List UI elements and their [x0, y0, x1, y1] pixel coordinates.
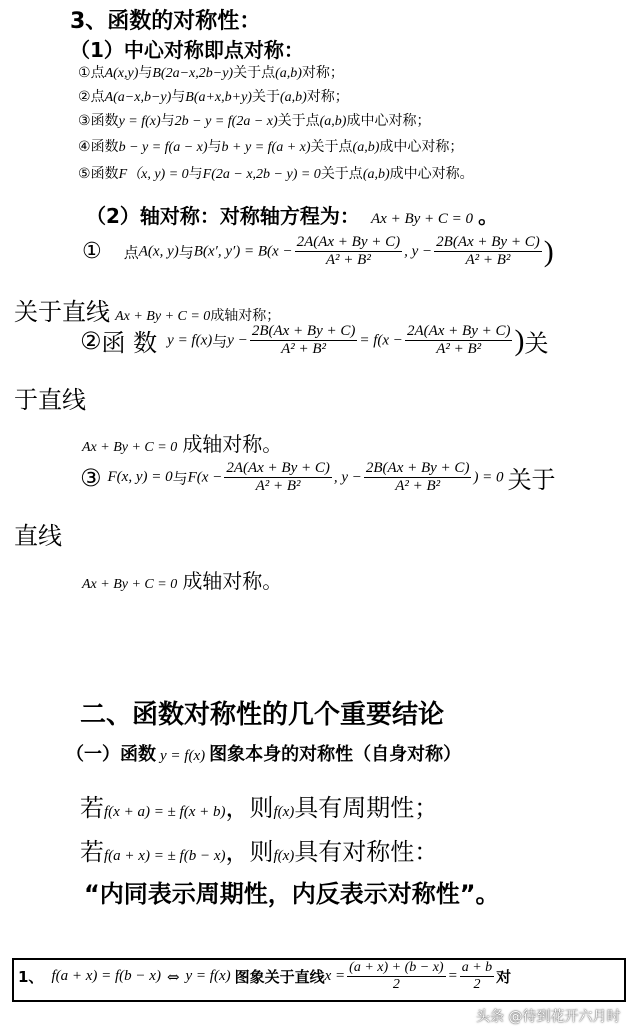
list-item: ④函数b − y = f(a − x)与b + y = f(a + x)关于点(a,b)成中心对称；	[78, 139, 464, 155]
section-title-conclusions: 二、函数对称性的几个重要结论	[80, 700, 445, 730]
subsection-axis-symmetry: （2）轴对称：对称轴方程为： Ax + By + C = 0 。	[86, 204, 499, 228]
list-item: ① 点A(x, y)与B(x′, y′) = B(x − $\frac{2A(Ax + By + C)}{\text{A² + B²}}$ , y − $\frac{2B(Ax + By + C)}{\text{A² + B²}}$ )	[82, 234, 554, 269]
subsection-self-symmetry: （一）函数 y = f(x) 图象本身的对称性（自身对称）	[66, 744, 462, 765]
statement-symmetry: 若f(a + x) = ± f(b − x)，则f(x)具有对称性：	[80, 838, 439, 866]
list-item-continuation: 于直线	[14, 386, 86, 414]
list-item-continuation: Ax + By + C = 0 成轴对称。	[82, 432, 283, 456]
list-item-continuation: 关于直线 Ax + By + C = 0成轴对称；	[14, 298, 281, 326]
statement-periodicity: 若f(x + a) = ± f(x + b)，则f(x)具有周期性；	[80, 794, 439, 822]
list-item: ②函 数 y = f(x)与y − $\frac{2B(Ax + By + C)}{\text{A² + B²}}$ = f(x − $\frac{2A(Ax + By + C)}{\text{A² + B²}}$ )关	[80, 323, 549, 358]
list-item: ②点A(a−x,b−y)与B(a+x,b+y)关于(a,b)对称；	[78, 89, 349, 105]
conclusion-1: 1、 f(a + x) = f(b − x) ⇔ y = f(x) 图象关于直线x = $\frac{(a + x) + (b - x)}{2}$ = $\frac{a + b}{2}$ 对	[18, 960, 512, 993]
section-title: 3、函数的对称性：	[70, 9, 262, 34]
subsection-central-symmetry: （1）中心对称即点对称：	[70, 38, 304, 62]
list-item: ⑤函数F（x, y) = 0与F(2a − x,2b − y) = 0关于点(a,b)成中心对称。	[78, 166, 474, 182]
list-item: ③函数y = f(x)与2b − y = f(2a − x)关于点(a,b)成中心对称；	[78, 113, 431, 129]
mnemonic-quote: “内同表示周期性，内反表示对称性”。	[84, 880, 500, 908]
list-item: ①点A(x,y)与B(2a−x,2b−y)关于点(a,b)对称；	[78, 65, 344, 81]
watermark: 头条 @待到花开六月时	[476, 1009, 621, 1025]
list-item-continuation: Ax + By + C = 0 成轴对称。	[82, 569, 283, 593]
list-item: ③ F(x, y) = 0与F(x − $\frac{2A(Ax + By + C)}{\text{A² + B²}}$ , y − $\frac{2B(Ax + By + C)}{\text{A² + B²}}$ ) = 0 关于	[80, 460, 556, 495]
list-item-continuation: 直线	[14, 522, 62, 550]
